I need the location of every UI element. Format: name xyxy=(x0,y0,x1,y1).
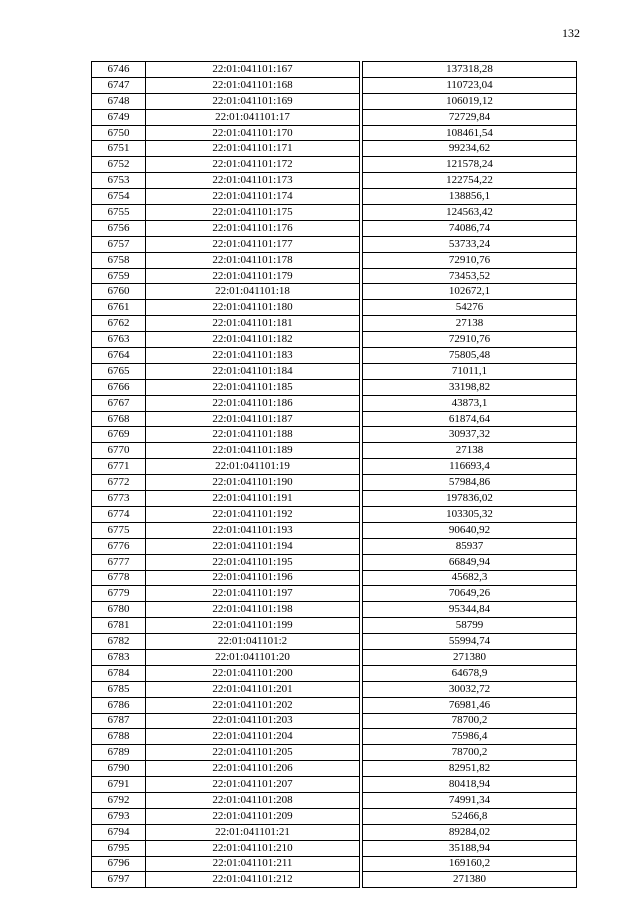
row-number-cell: 6766 xyxy=(92,379,146,395)
cadastral-number-cell: 22:01:041101:203 xyxy=(146,713,360,729)
cadastral-number-cell: 22:01:041101:188 xyxy=(146,427,360,443)
value-cell: 116693,4 xyxy=(363,459,577,475)
value-cell: 103305,32 xyxy=(363,506,577,522)
table-row xyxy=(92,824,577,840)
table-row xyxy=(92,236,577,252)
table-row xyxy=(92,522,577,538)
table-row xyxy=(92,697,577,713)
cadastral-number-cell: 22:01:041101:18 xyxy=(146,284,360,300)
table-row xyxy=(92,252,577,268)
cadastral-number-cell: 22:01:041101:19 xyxy=(146,459,360,475)
cadastral-number-cell: 22:01:041101:199 xyxy=(146,618,360,634)
row-number-cell: 6773 xyxy=(92,491,146,507)
row-number-cell: 6762 xyxy=(92,316,146,332)
value-cell: 78700,2 xyxy=(363,745,577,761)
table-row xyxy=(92,729,577,745)
cadastral-number-cell: 22:01:041101:179 xyxy=(146,268,360,284)
cadastral-number-cell: 22:01:041101:195 xyxy=(146,554,360,570)
cadastral-number-cell: 22:01:041101:176 xyxy=(146,220,360,236)
row-number-cell: 6757 xyxy=(92,236,146,252)
cadastral-number-cell: 22:01:041101:194 xyxy=(146,538,360,554)
value-cell: 75986,4 xyxy=(363,729,577,745)
cadastral-number-cell: 22:01:041101:211 xyxy=(146,856,360,872)
row-number-cell: 6752 xyxy=(92,157,146,173)
value-cell: 30937,32 xyxy=(363,427,577,443)
table-row xyxy=(92,459,577,475)
value-cell: 89284,02 xyxy=(363,824,577,840)
value-cell: 27138 xyxy=(363,443,577,459)
row-number-cell: 6783 xyxy=(92,649,146,665)
value-cell: 58799 xyxy=(363,618,577,634)
row-number-cell: 6759 xyxy=(92,268,146,284)
value-cell: 70649,26 xyxy=(363,586,577,602)
row-number-cell: 6780 xyxy=(92,602,146,618)
cadastral-number-cell: 22:01:041101:183 xyxy=(146,348,360,364)
table-row xyxy=(92,808,577,824)
cadastral-number-cell: 22:01:041101:201 xyxy=(146,681,360,697)
value-cell: 122754,22 xyxy=(363,173,577,189)
value-cell: 33198,82 xyxy=(363,379,577,395)
row-number-cell: 6774 xyxy=(92,506,146,522)
row-number-cell: 6763 xyxy=(92,332,146,348)
row-number-cell: 6746 xyxy=(92,62,146,78)
row-number-cell: 6788 xyxy=(92,729,146,745)
cadastral-number-cell: 22:01:041101:187 xyxy=(146,411,360,427)
row-number-cell: 6753 xyxy=(92,173,146,189)
table-row xyxy=(92,443,577,459)
row-number-cell: 6785 xyxy=(92,681,146,697)
cadastral-number-cell: 22:01:041101:170 xyxy=(146,125,360,141)
cadastral-number-cell: 22:01:041101:193 xyxy=(146,522,360,538)
table-row xyxy=(92,475,577,491)
row-number-cell: 6792 xyxy=(92,792,146,808)
row-number-cell: 6794 xyxy=(92,824,146,840)
table-row xyxy=(92,634,577,650)
cadastral-number-cell: 22:01:041101:172 xyxy=(146,157,360,173)
value-cell: 80418,94 xyxy=(363,777,577,793)
table-row xyxy=(92,649,577,665)
value-cell: 271380 xyxy=(363,649,577,665)
cadastral-number-cell: 22:01:041101:173 xyxy=(146,173,360,189)
row-number-cell: 6748 xyxy=(92,93,146,109)
table-row xyxy=(92,411,577,427)
table-row xyxy=(92,189,577,205)
cadastral-number-cell: 22:01:041101:175 xyxy=(146,205,360,221)
value-cell: 61874,64 xyxy=(363,411,577,427)
row-number-cell: 6771 xyxy=(92,459,146,475)
value-cell: 30032,72 xyxy=(363,681,577,697)
value-cell: 64678,9 xyxy=(363,665,577,681)
table-row xyxy=(92,109,577,125)
table-row xyxy=(92,506,577,522)
value-cell: 169160,2 xyxy=(363,856,577,872)
value-cell: 74991,34 xyxy=(363,792,577,808)
row-number-cell: 6779 xyxy=(92,586,146,602)
value-cell: 110723,04 xyxy=(363,77,577,93)
value-cell: 54276 xyxy=(363,300,577,316)
table-row xyxy=(92,872,577,888)
cadastral-number-cell: 22:01:041101:198 xyxy=(146,602,360,618)
row-number-cell: 6761 xyxy=(92,300,146,316)
table-row xyxy=(92,379,577,395)
table-row xyxy=(92,840,577,856)
cadastral-number-cell: 22:01:041101:21 xyxy=(146,824,360,840)
value-cell: 95344,84 xyxy=(363,602,577,618)
row-number-cell: 6797 xyxy=(92,872,146,888)
row-number-cell: 6769 xyxy=(92,427,146,443)
table-row xyxy=(92,602,577,618)
cadastral-number-cell: 22:01:041101:167 xyxy=(146,62,360,78)
value-cell: 27138 xyxy=(363,316,577,332)
value-cell: 106019,12 xyxy=(363,93,577,109)
cadastral-number-cell: 22:01:041101:210 xyxy=(146,840,360,856)
cadastral-number-cell: 22:01:041101:169 xyxy=(146,93,360,109)
value-cell: 72910,76 xyxy=(363,252,577,268)
table-row xyxy=(92,792,577,808)
cadastral-number-cell: 22:01:041101:196 xyxy=(146,570,360,586)
table-row xyxy=(92,205,577,221)
row-number-cell: 6768 xyxy=(92,411,146,427)
table-row xyxy=(92,348,577,364)
table-row xyxy=(92,681,577,697)
cadastral-number-cell: 22:01:041101:171 xyxy=(146,141,360,157)
page-number: 132 xyxy=(562,26,580,40)
value-cell: 102672,1 xyxy=(363,284,577,300)
row-number-cell: 6754 xyxy=(92,189,146,205)
row-number-cell: 6784 xyxy=(92,665,146,681)
cadastral-number-cell: 22:01:041101:192 xyxy=(146,506,360,522)
row-number-cell: 6782 xyxy=(92,634,146,650)
row-number-cell: 6791 xyxy=(92,777,146,793)
row-number-cell: 6781 xyxy=(92,618,146,634)
row-number-cell: 6760 xyxy=(92,284,146,300)
value-cell: 90640,92 xyxy=(363,522,577,538)
cadastral-number-cell: 22:01:041101:189 xyxy=(146,443,360,459)
value-cell: 197836,02 xyxy=(363,491,577,507)
value-cell: 72729,84 xyxy=(363,109,577,125)
cadastral-number-cell: 22:01:041101:200 xyxy=(146,665,360,681)
table-row xyxy=(92,538,577,554)
row-number-cell: 6747 xyxy=(92,77,146,93)
table-row xyxy=(92,173,577,189)
row-number-cell: 6749 xyxy=(92,109,146,125)
row-number-cell: 6758 xyxy=(92,252,146,268)
table-row xyxy=(92,427,577,443)
value-cell: 73453,52 xyxy=(363,268,577,284)
cadastral-number-cell: 22:01:041101:205 xyxy=(146,745,360,761)
row-number-cell: 6751 xyxy=(92,141,146,157)
value-cell: 43873,1 xyxy=(363,395,577,411)
cadastral-number-cell: 22:01:041101:174 xyxy=(146,189,360,205)
row-number-cell: 6770 xyxy=(92,443,146,459)
cadastral-number-cell: 22:01:041101:184 xyxy=(146,363,360,379)
value-cell: 137318,28 xyxy=(363,62,577,78)
cadastral-number-cell: 22:01:041101:17 xyxy=(146,109,360,125)
cadastral-number-cell: 22:01:041101:177 xyxy=(146,236,360,252)
table-body xyxy=(92,62,577,888)
table-row xyxy=(92,554,577,570)
table-row xyxy=(92,570,577,586)
value-cell: 82951,82 xyxy=(363,761,577,777)
cadastral-number-cell: 22:01:041101:20 xyxy=(146,649,360,665)
table-row xyxy=(92,125,577,141)
table-row xyxy=(92,332,577,348)
table-row xyxy=(92,745,577,761)
row-number-cell: 6776 xyxy=(92,538,146,554)
value-cell: 72910,76 xyxy=(363,332,577,348)
row-number-cell: 6767 xyxy=(92,395,146,411)
cadastral-number-cell: 22:01:041101:207 xyxy=(146,777,360,793)
value-cell: 71011,1 xyxy=(363,363,577,379)
value-cell: 121578,24 xyxy=(363,157,577,173)
row-number-cell: 6787 xyxy=(92,713,146,729)
table-row xyxy=(92,395,577,411)
row-number-cell: 6765 xyxy=(92,363,146,379)
row-number-cell: 6755 xyxy=(92,205,146,221)
table-row xyxy=(92,93,577,109)
table-row xyxy=(92,856,577,872)
cadastral-number-cell: 22:01:041101:208 xyxy=(146,792,360,808)
cadastral-number-cell: 22:01:041101:182 xyxy=(146,332,360,348)
table-row xyxy=(92,491,577,507)
cadastral-number-cell: 22:01:041101:178 xyxy=(146,252,360,268)
cadastral-number-cell: 22:01:041101:206 xyxy=(146,761,360,777)
cadastral-number-cell: 22:01:041101:185 xyxy=(146,379,360,395)
table-row xyxy=(92,761,577,777)
table-row xyxy=(92,665,577,681)
row-number-cell: 6786 xyxy=(92,697,146,713)
row-number-cell: 6789 xyxy=(92,745,146,761)
table-row xyxy=(92,300,577,316)
row-number-cell: 6795 xyxy=(92,840,146,856)
cadastral-number-cell: 22:01:041101:190 xyxy=(146,475,360,491)
table-row xyxy=(92,157,577,173)
row-number-cell: 6756 xyxy=(92,220,146,236)
table-row xyxy=(92,284,577,300)
table-row xyxy=(92,62,577,78)
value-cell: 75805,48 xyxy=(363,348,577,364)
cadastral-value-table xyxy=(91,61,577,888)
row-number-cell: 6793 xyxy=(92,808,146,824)
table-row xyxy=(92,77,577,93)
value-cell: 57984,86 xyxy=(363,475,577,491)
row-number-cell: 6775 xyxy=(92,522,146,538)
value-cell: 55994,74 xyxy=(363,634,577,650)
value-cell: 124563,42 xyxy=(363,205,577,221)
cadastral-number-cell: 22:01:041101:186 xyxy=(146,395,360,411)
value-cell: 76981,46 xyxy=(363,697,577,713)
cadastral-number-cell: 22:01:041101:209 xyxy=(146,808,360,824)
value-cell: 52466,8 xyxy=(363,808,577,824)
cadastral-number-cell: 22:01:041101:191 xyxy=(146,491,360,507)
row-number-cell: 6790 xyxy=(92,761,146,777)
value-cell: 271380 xyxy=(363,872,577,888)
row-number-cell: 6764 xyxy=(92,348,146,364)
row-number-cell: 6750 xyxy=(92,125,146,141)
value-cell: 78700,2 xyxy=(363,713,577,729)
value-cell: 99234,62 xyxy=(363,141,577,157)
value-cell: 74086,74 xyxy=(363,220,577,236)
value-cell: 53733,24 xyxy=(363,236,577,252)
table-row xyxy=(92,316,577,332)
table-row xyxy=(92,777,577,793)
value-cell: 138856,1 xyxy=(363,189,577,205)
value-cell: 85937 xyxy=(363,538,577,554)
row-number-cell: 6778 xyxy=(92,570,146,586)
table-row xyxy=(92,586,577,602)
table-row xyxy=(92,268,577,284)
cadastral-number-cell: 22:01:041101:180 xyxy=(146,300,360,316)
cadastral-number-cell: 22:01:041101:202 xyxy=(146,697,360,713)
value-cell: 45682,3 xyxy=(363,570,577,586)
cadastral-number-cell: 22:01:041101:168 xyxy=(146,77,360,93)
value-cell: 66849,94 xyxy=(363,554,577,570)
table-row xyxy=(92,220,577,236)
row-number-cell: 6772 xyxy=(92,475,146,491)
cadastral-number-cell: 22:01:041101:181 xyxy=(146,316,360,332)
row-number-cell: 6796 xyxy=(92,856,146,872)
table-row xyxy=(92,363,577,379)
cadastral-number-cell: 22:01:041101:2 xyxy=(146,634,360,650)
value-cell: 35188,94 xyxy=(363,840,577,856)
cadastral-number-cell: 22:01:041101:204 xyxy=(146,729,360,745)
row-number-cell: 6777 xyxy=(92,554,146,570)
value-cell: 108461,54 xyxy=(363,125,577,141)
table-row xyxy=(92,618,577,634)
cadastral-number-cell: 22:01:041101:197 xyxy=(146,586,360,602)
table-row xyxy=(92,141,577,157)
cadastral-number-cell: 22:01:041101:212 xyxy=(146,872,360,888)
table-row xyxy=(92,713,577,729)
